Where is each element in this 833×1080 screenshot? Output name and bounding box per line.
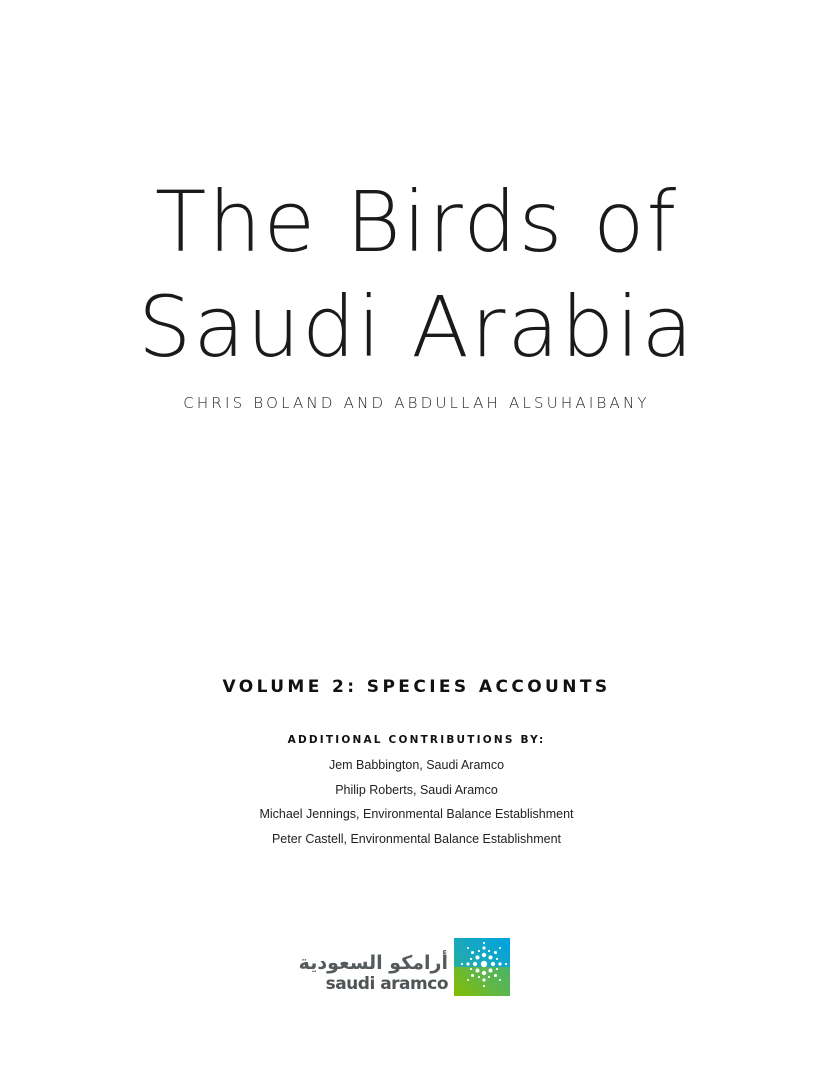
book-title-line-2: Saudi Arabia bbox=[138, 278, 695, 376]
logo-text-english: saudi aramco bbox=[325, 974, 448, 994]
contributor-item: Michael Jennings, Environmental Balance Establishment bbox=[259, 807, 574, 822]
aramco-star-icon bbox=[454, 938, 510, 996]
book-title-line-1: The Birds of bbox=[154, 173, 679, 271]
authors: CHRIS BOLAND AND ABDULLAH ALSUHAIBANY bbox=[183, 394, 650, 412]
contributor-item: Philip Roberts, Saudi Aramco bbox=[335, 782, 498, 797]
contributors-list bbox=[0, 756, 833, 854]
logo-text-arabic: أرامكو السعودية bbox=[298, 952, 448, 974]
saudi-aramco-logo bbox=[298, 938, 510, 998]
contributor-item: Peter Castell, Environmental Balance Establishment bbox=[271, 831, 562, 846]
contributor-item: Jem Babbington, Saudi Aramco bbox=[328, 758, 505, 772]
volume-subtitle: VOLUME 2: SPECIES ACCOUNTS bbox=[222, 677, 611, 697]
contributions-heading: ADDITIONAL CONTRIBUTIONS BY: bbox=[287, 734, 546, 746]
